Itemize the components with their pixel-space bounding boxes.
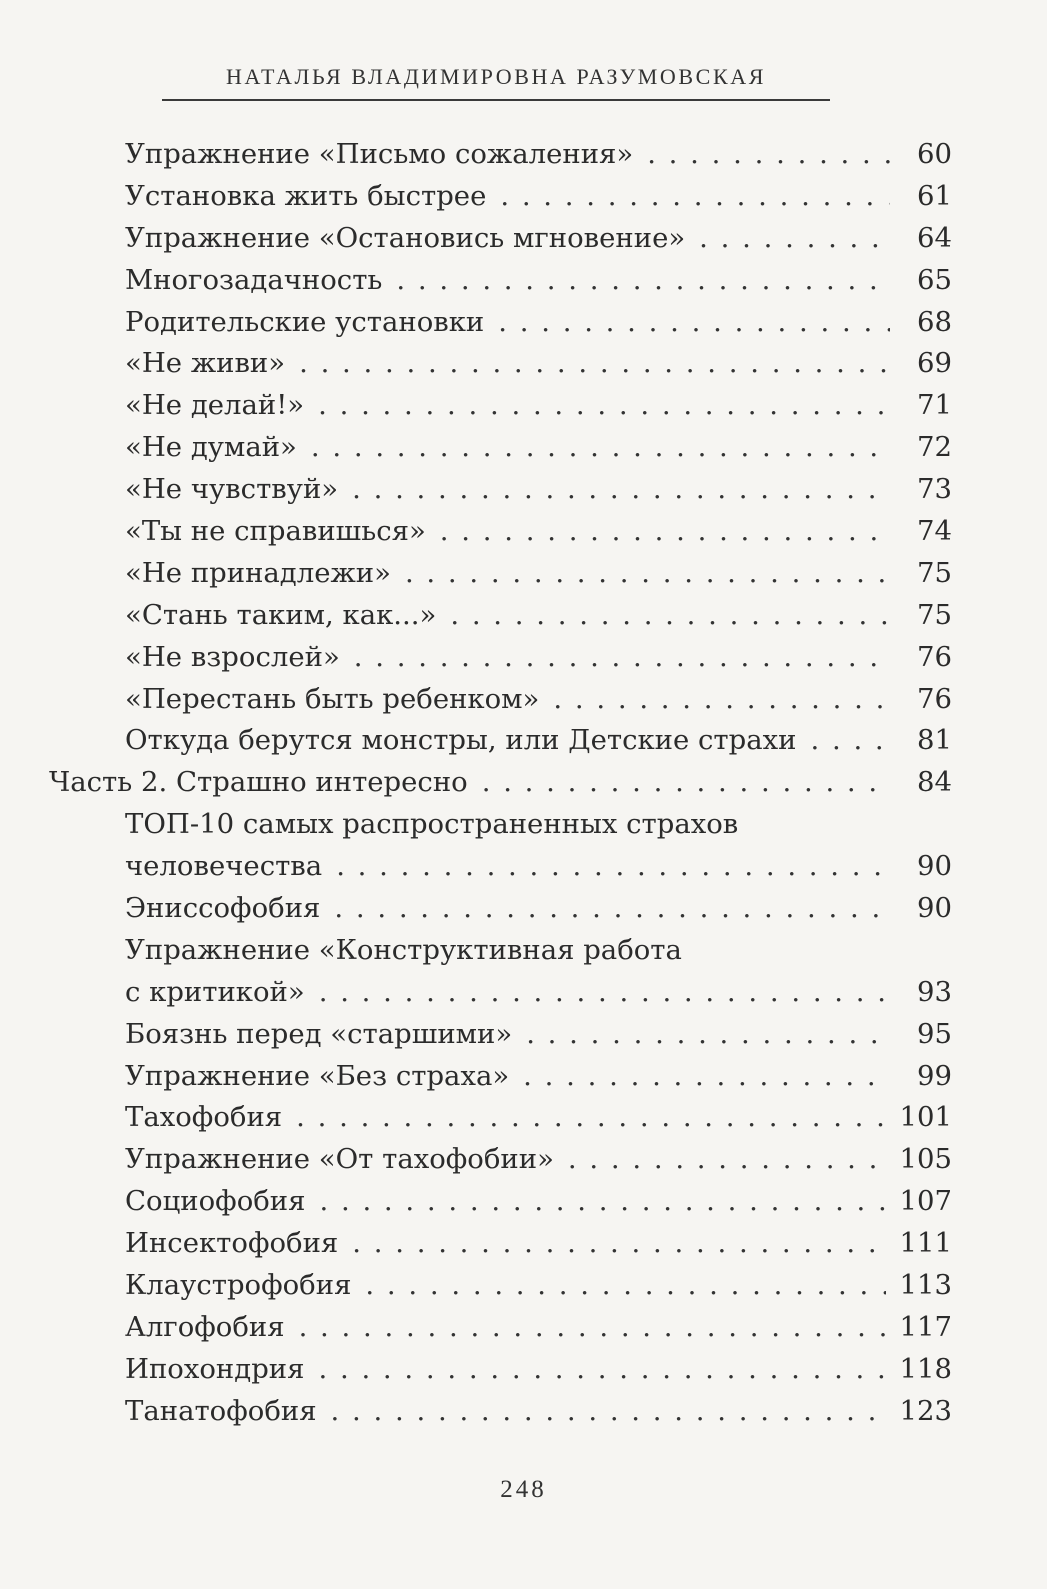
toc-entry (0, 1349, 952, 1391)
toc-entry-title: Откуда берутся монстры, или Детские страхи (125, 724, 797, 757)
toc-entry-page: 90 (917, 892, 952, 925)
toc-entry-page: 68 (917, 305, 952, 338)
dot-leader (318, 1349, 885, 1391)
table-of-contents (0, 134, 1047, 1433)
toc-entry-page: 76 (917, 682, 952, 715)
dot-leader (299, 343, 890, 385)
toc-entry-title: Клаустрофобия (125, 1269, 352, 1302)
toc-entry (0, 260, 952, 302)
toc-entry-page: 117 (899, 1310, 952, 1343)
toc-entry-page: 90 (917, 850, 952, 883)
toc-entry (0, 888, 952, 930)
toc-entry (0, 846, 952, 888)
dot-leader (450, 595, 890, 637)
toc-entry-page: 99 (917, 1059, 952, 1092)
toc-entry-title: Родительские установки (125, 305, 485, 338)
toc-entry-title: «Перестань быть ребенком» (125, 682, 540, 715)
toc-entry-page: 74 (917, 515, 952, 548)
toc-entry-page: 76 (917, 640, 952, 673)
toc-entry (0, 637, 952, 679)
dot-leader (699, 218, 890, 260)
toc-entry-title: «Не делай!» (125, 389, 305, 422)
dot-leader (352, 469, 890, 511)
toc-entry-title: с критикой» (125, 975, 305, 1008)
dot-leader (319, 972, 890, 1014)
toc-entry-title: «Не чувствуй» (125, 473, 339, 506)
toc-entry-page: 75 (917, 598, 952, 631)
toc-entry-page: 95 (917, 1017, 952, 1050)
toc-entry (0, 1097, 952, 1139)
dot-leader (318, 385, 890, 427)
toc-entry-page: 105 (899, 1143, 952, 1176)
toc-entry (0, 1014, 952, 1056)
toc-entry-title: «Не взрослей» (125, 640, 340, 673)
toc-entry-page: 107 (899, 1185, 952, 1218)
toc-entry-page: 72 (917, 431, 952, 464)
toc-entry-title: Энисcофобия (125, 892, 321, 925)
toc-entry-title: Многозадачность (125, 263, 383, 296)
page-number: 248 (500, 1476, 547, 1503)
toc-entry-title: «Ты не справишься» (125, 515, 426, 548)
toc-part-heading (0, 762, 952, 804)
dot-leader (526, 1014, 890, 1056)
dot-leader (396, 260, 890, 302)
toc-entry (0, 469, 952, 511)
toc-entry (0, 1307, 952, 1349)
toc-entry (0, 218, 952, 260)
toc-entry (0, 679, 952, 721)
toc-entry-title: ТОП-10 самых распространенных страхов (125, 808, 739, 841)
toc-entry (0, 972, 952, 1014)
dot-leader (311, 427, 890, 469)
toc-entry-page: 81 (917, 724, 952, 757)
dot-leader (319, 1181, 885, 1223)
toc-entry-title: «Стань таким, как...» (125, 598, 437, 631)
toc-entry (0, 930, 952, 972)
toc-entry-title: Упражнение «От тахофобии» (125, 1143, 554, 1176)
toc-entry-page: 65 (917, 263, 952, 296)
toc-entry (0, 134, 952, 176)
dot-leader (331, 1391, 886, 1433)
toc-entry (0, 595, 952, 637)
toc-entry-title: Установка жить быстрее (125, 179, 487, 212)
dot-leader (336, 846, 890, 888)
running-head-rule (162, 99, 830, 101)
toc-entry-title: Упражнение «Письмо сожаления» (125, 138, 634, 170)
toc-entry (0, 343, 952, 385)
toc-entry-title: Социофобия (125, 1185, 306, 1218)
toc-entry-page: 84 (917, 766, 952, 799)
toc-entry-page: 101 (899, 1101, 952, 1134)
toc-entry-page: 73 (917, 473, 952, 506)
toc-entry-title: «Не принадлежи» (125, 556, 391, 589)
toc-entry (0, 176, 952, 218)
toc-entry-title: Инсектофобия (125, 1227, 339, 1260)
toc-entry-page: 113 (899, 1269, 952, 1302)
toc-entry (0, 804, 952, 846)
toc-entry-title: Тахофобия (125, 1101, 283, 1134)
toc-entry (0, 553, 952, 595)
toc-entry-page: 118 (899, 1352, 952, 1385)
toc-entry (0, 720, 952, 762)
toc-entry (0, 427, 952, 469)
dot-leader (523, 1056, 890, 1098)
toc-entry (0, 1265, 952, 1307)
dot-leader (568, 1139, 886, 1181)
toc-entry-page: 61 (917, 179, 952, 212)
dot-leader (352, 1223, 885, 1265)
toc-entry-page: 71 (917, 389, 952, 422)
toc-entry-title: «Не думай» (125, 431, 297, 464)
toc-entry-page: 123 (899, 1394, 952, 1427)
dot-leader (647, 134, 890, 176)
toc-entry (0, 511, 952, 553)
toc-entry-title: Танатофобия (125, 1394, 317, 1427)
toc-entry-title: Алгофобия (125, 1310, 285, 1343)
dot-leader (810, 720, 890, 762)
toc-entry-title: Часть 2. Страшно интересно (49, 766, 468, 799)
dot-leader (354, 637, 890, 679)
toc-entry (0, 385, 952, 427)
toc-entry-title: Упражнение «Без страха» (125, 1059, 510, 1092)
dot-leader (482, 762, 890, 804)
toc-entry-page: 60 (917, 138, 952, 170)
running-head: НАТАЛЬЯ ВЛАДИМИРОВНА РАЗУМОВСКАЯ (225, 64, 766, 89)
dot-leader (299, 1307, 886, 1349)
toc-entry-title: Боязнь перед «старшими» (125, 1017, 513, 1050)
toc-entry-title: Упражнение «Остановись мгновение» (125, 221, 686, 254)
toc-entry-title: человечества (125, 850, 323, 883)
toc-entry (0, 1139, 952, 1181)
toc-entry (0, 1056, 952, 1098)
toc-entry (0, 302, 952, 344)
dot-leader (334, 888, 890, 930)
dot-leader (500, 176, 890, 218)
toc-entry-title: Упражнение «Конструктивная работа (125, 933, 682, 966)
toc-entry-page: 93 (917, 975, 952, 1008)
dot-leader (405, 553, 890, 595)
dot-leader (296, 1097, 885, 1139)
toc-entry-page: 69 (917, 347, 952, 380)
dot-leader (498, 302, 890, 344)
dot-leader (365, 1265, 885, 1307)
toc-entry-page: 64 (917, 221, 952, 254)
toc-entry-title: «Не живи» (125, 347, 286, 380)
toc-entry (0, 1391, 952, 1433)
toc-entry (0, 1223, 952, 1265)
toc-entry-page: 75 (917, 556, 952, 589)
toc-entry-title: Ипохондрия (125, 1352, 305, 1385)
toc-entry (0, 1181, 952, 1223)
dot-leader (440, 511, 890, 553)
toc-entry-page: 111 (899, 1227, 952, 1260)
dot-leader (553, 679, 890, 721)
